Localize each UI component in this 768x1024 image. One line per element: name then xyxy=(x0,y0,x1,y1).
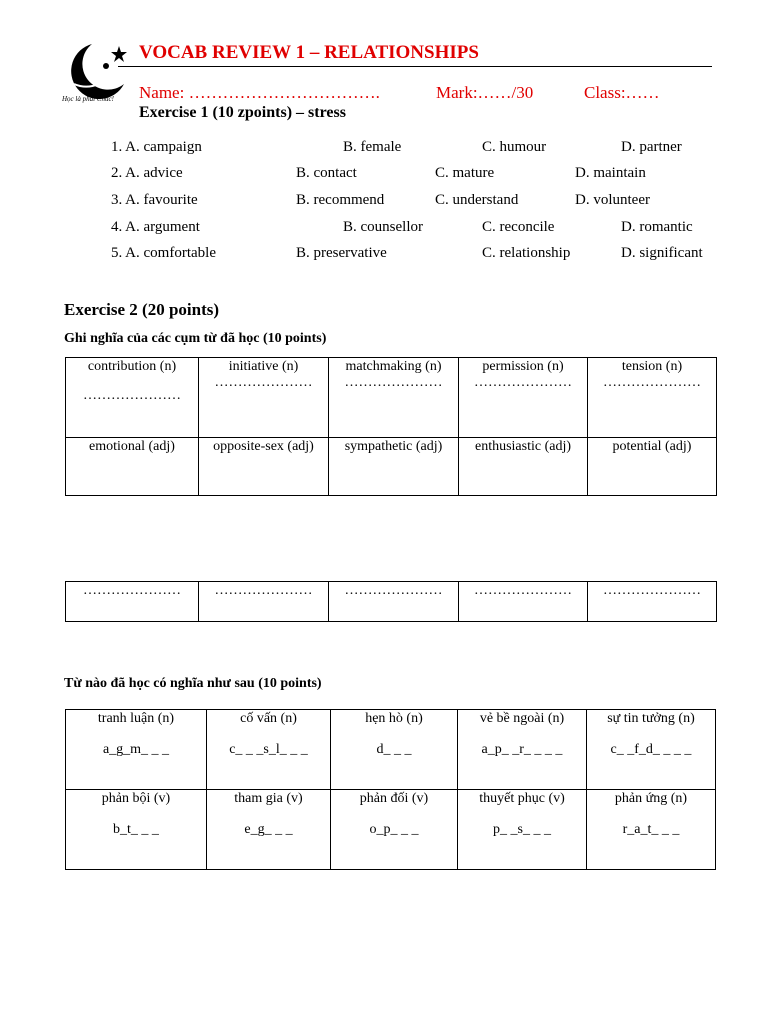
exercise1-heading: Exercise 1 (10 zpoints) – stress xyxy=(139,104,346,121)
exercise2-heading: Exercise 2 (20 points) xyxy=(64,300,220,319)
vocab-word: opposite-sex (adj) xyxy=(213,439,314,454)
q1-option-c: C. humour xyxy=(482,139,547,155)
vocab-word: matchmaking (n) xyxy=(345,359,442,374)
q5-option-a: 5. A. comfortable xyxy=(111,245,216,261)
q2-option-d: D. maintain xyxy=(575,165,646,181)
table-cell[interactable] xyxy=(66,358,199,438)
q4-option-a: 4. A. argument xyxy=(111,219,200,235)
word-hint[interactable]: a_p_ _r_ _ _ _ xyxy=(481,742,563,757)
q5-option-c: C. relationship xyxy=(482,245,571,261)
table-cell[interactable] xyxy=(459,438,588,496)
q1-option-b: B. female xyxy=(343,139,402,155)
part1-heading: Ghi nghĩa của các cụm từ đã học (10 points) xyxy=(64,331,327,346)
meaning-text: cố vấn (n) xyxy=(240,711,297,726)
word-hint[interactable]: b_t_ _ _ xyxy=(113,822,159,837)
meaning-text: phản đối (v) xyxy=(359,791,429,806)
table-cell[interactable] xyxy=(459,582,588,622)
table-cell[interactable] xyxy=(331,710,458,790)
q1-option-d: D. partner xyxy=(621,139,682,155)
q3-option-c: C. understand xyxy=(435,192,519,208)
q4-option-d: D. romantic xyxy=(621,219,693,235)
word-hint[interactable]: d_ _ _ xyxy=(376,742,412,757)
vocab-word: permission (n) xyxy=(482,359,564,374)
table-cell[interactable] xyxy=(329,582,459,622)
meaning-text: sự tin tưởng (n) xyxy=(607,711,695,726)
answer-blank[interactable]: ………………… xyxy=(603,583,701,598)
q1-option-a: 1. A. campaign xyxy=(111,139,202,155)
word-hint[interactable]: e_g_ _ _ xyxy=(244,822,293,837)
meaning-text: phản bội (v) xyxy=(101,791,171,806)
answer-blank[interactable]: ………………… xyxy=(344,375,443,390)
table-cell[interactable] xyxy=(66,790,207,870)
q5-option-b: B. preservative xyxy=(296,245,387,261)
q3-option-b: B. recommend xyxy=(296,192,385,208)
meaning-text: tranh luận (n) xyxy=(97,711,175,726)
table-cell[interactable] xyxy=(588,358,717,438)
meaning-table xyxy=(65,357,717,496)
table-cell[interactable] xyxy=(588,582,717,622)
table-cell[interactable] xyxy=(587,790,716,870)
q2-option-a: 2. A. advice xyxy=(111,165,183,181)
table-cell[interactable] xyxy=(66,438,199,496)
table-cell[interactable] xyxy=(329,438,459,496)
table-cell[interactable] xyxy=(458,710,587,790)
answer-blank[interactable]: ………………… xyxy=(474,583,572,598)
q5-option-d: D. significant xyxy=(621,245,703,261)
answer-blank[interactable]: ………………… xyxy=(83,583,181,598)
vocab-word: tension (n) xyxy=(621,359,683,374)
q2-option-b: B. contact xyxy=(296,165,357,181)
word-hint-table xyxy=(65,709,716,870)
table-cell[interactable] xyxy=(331,790,458,870)
meaning-text: hẹn hò (n) xyxy=(365,711,423,726)
meaning-text: tham gia (v) xyxy=(234,791,303,806)
word-hint[interactable]: p_ _s_ _ _ xyxy=(493,822,551,837)
table-cell[interactable] xyxy=(199,582,329,622)
table-cell[interactable] xyxy=(458,790,587,870)
answer-blank[interactable]: ………………… xyxy=(214,583,313,598)
word-hint[interactable]: a_g_m_ _ _ xyxy=(102,742,170,757)
q4-option-b: B. counsellor xyxy=(343,219,423,235)
vocab-word: emotional (adj) xyxy=(89,439,175,454)
q3-option-a: 3. A. favourite xyxy=(111,192,198,208)
q4-option-c: C. reconcile xyxy=(482,219,555,235)
answer-blank[interactable]: ………………… xyxy=(474,375,572,390)
q3-option-d: D. volunteer xyxy=(575,192,650,208)
answer-blank[interactable]: ………………… xyxy=(344,583,443,598)
table-cell[interactable] xyxy=(459,358,588,438)
page-title: VOCAB REVIEW 1 – RELATIONSHIPS xyxy=(139,42,479,63)
q2-option-c: C. mature xyxy=(435,165,495,181)
meaning-answer-table xyxy=(65,581,717,622)
table-cell[interactable] xyxy=(587,710,716,790)
vocab-word: contribution (n) xyxy=(87,359,177,374)
meaning-text: phản ứng (n) xyxy=(614,791,688,806)
table-cell[interactable] xyxy=(329,358,459,438)
part2-heading: Từ nào đã học có nghĩa như sau (10 points) xyxy=(64,676,322,691)
vocab-word: enthusiastic (adj) xyxy=(474,439,572,454)
word-hint[interactable]: c_ _ _s_l_ _ _ xyxy=(229,742,308,757)
table-cell[interactable] xyxy=(66,582,199,622)
table-cell[interactable] xyxy=(588,438,717,496)
table-cell[interactable] xyxy=(66,710,207,790)
table-cell[interactable] xyxy=(199,438,329,496)
word-hint[interactable]: o_p_ _ _ xyxy=(369,822,419,837)
word-hint[interactable]: r_a_t_ _ _ xyxy=(622,822,680,837)
name-field[interactable]: Name: ……………………………. xyxy=(139,83,380,102)
meaning-text: vẻ bề ngoài (n) xyxy=(479,711,565,726)
meaning-text: thuyết phục (v) xyxy=(479,791,565,806)
answer-blank[interactable]: ………………… xyxy=(83,388,181,403)
mark-field[interactable]: Mark:……/30 xyxy=(436,83,534,102)
answer-blank[interactable]: ………………… xyxy=(603,375,701,390)
logo-caption: Học là phải Chúc! xyxy=(62,95,114,103)
word-hint[interactable]: c_ _f_d_ _ _ _ xyxy=(610,742,692,757)
table-cell[interactable] xyxy=(207,710,331,790)
table-cell[interactable] xyxy=(207,790,331,870)
vocab-word: initiative (n) xyxy=(228,359,299,374)
header-divider xyxy=(118,66,712,67)
vocab-word: potential (adj) xyxy=(612,439,692,454)
class-field[interactable]: Class:…… xyxy=(584,83,660,102)
table-cell[interactable] xyxy=(199,358,329,438)
answer-blank[interactable]: ………………… xyxy=(214,375,313,390)
vocab-word: sympathetic (adj) xyxy=(344,439,443,454)
